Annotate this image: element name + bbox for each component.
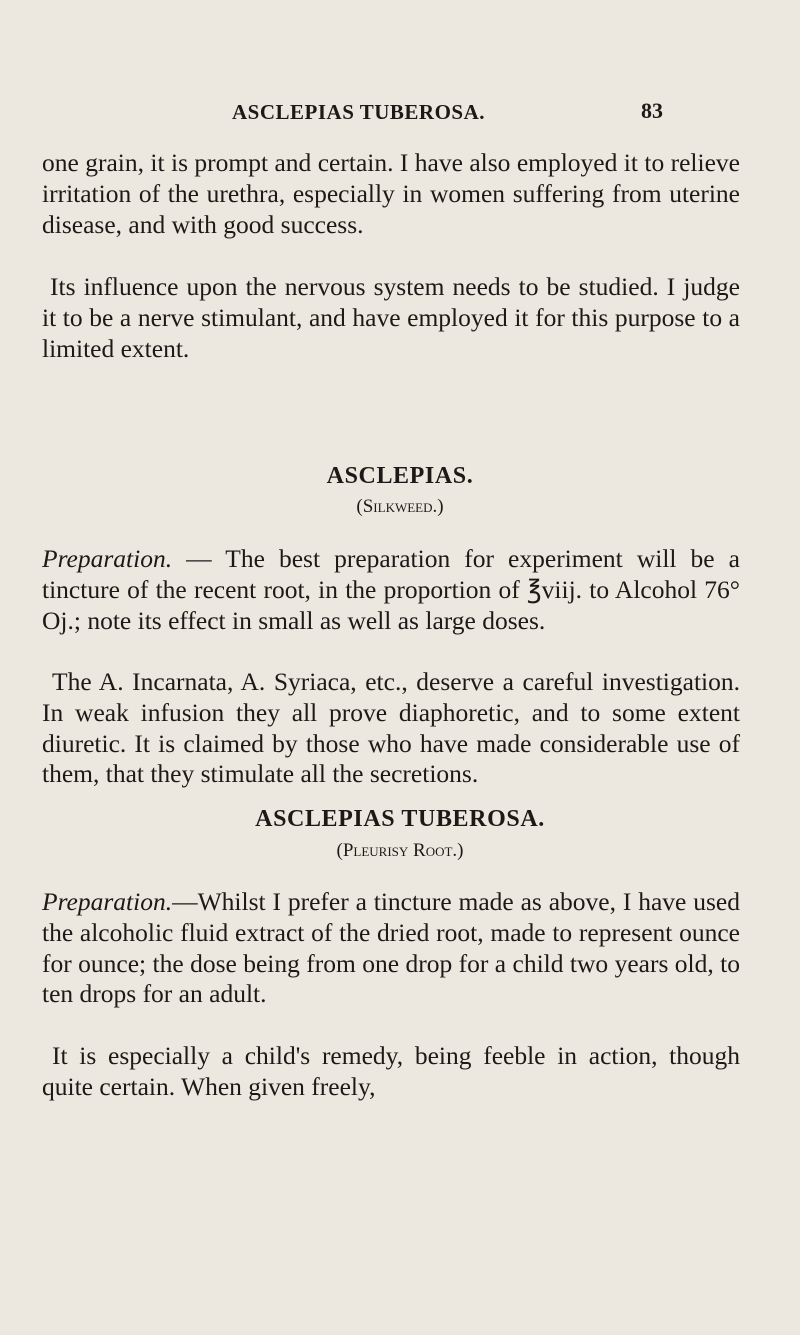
preparation-text: — The best preparation for experiment will be a tincture of the recent root, in the proportion of ℥viij. to Alcohol 76° Oj.; note its effect in small as well as large doses.: [42, 544, 740, 635]
section-title-asclepias: ASCLEPIAS.: [326, 463, 474, 489]
paragraph-preparation-asclepias: [42, 544, 740, 636]
preparation-text: —Whilst I prefer a tincture made as above, I have used the alcoholic fluid extract of the dried root, made to represent ounce for ounce; the dose being from one drop for a child two years old, to ten drops for an adult.: [42, 887, 740, 1009]
preparation-lead: Preparation.: [42, 887, 173, 916]
paragraph-childs-remedy: It is especially a child's remedy, being feeble in action, though quite certain. When given freely,: [42, 1041, 740, 1101]
paragraph-nervous-system: Its influence upon the nervous system needs to be studied. I judge it to be a nerve stimulant, and have employed it for this purpose to a limited extent.: [42, 272, 740, 363]
section-subtitle-silkweed: (Silkweed.): [356, 496, 444, 517]
preparation-lead: Preparation.: [42, 544, 173, 573]
paragraph-incarnata-syriaca: The A. Incarnata, A. Syriaca, etc., deserve a careful investigation. In weak infusion they all prove diaphoretic, and to some extent diuretic. It is claimed by those who have made considerable use of them, that they stimulate all the secretions.: [42, 667, 740, 789]
paragraph-continued: one grain, it is prompt and certain. I have also employed it to relieve irritation of the urethra, especially in women suffering from uterine disease, and with good success.: [42, 148, 740, 239]
section-subtitle-pleurisy-root: (Pleurisy Root.): [336, 840, 464, 861]
running-head: ASCLEPIAS TUBEROSA.: [232, 100, 486, 124]
paragraph-preparation-tuberosa: [42, 887, 740, 1010]
section-title-asclepias-tuberosa: ASCLEPIAS TUBEROSA.: [255, 806, 545, 832]
page-number: 83: [641, 98, 663, 123]
